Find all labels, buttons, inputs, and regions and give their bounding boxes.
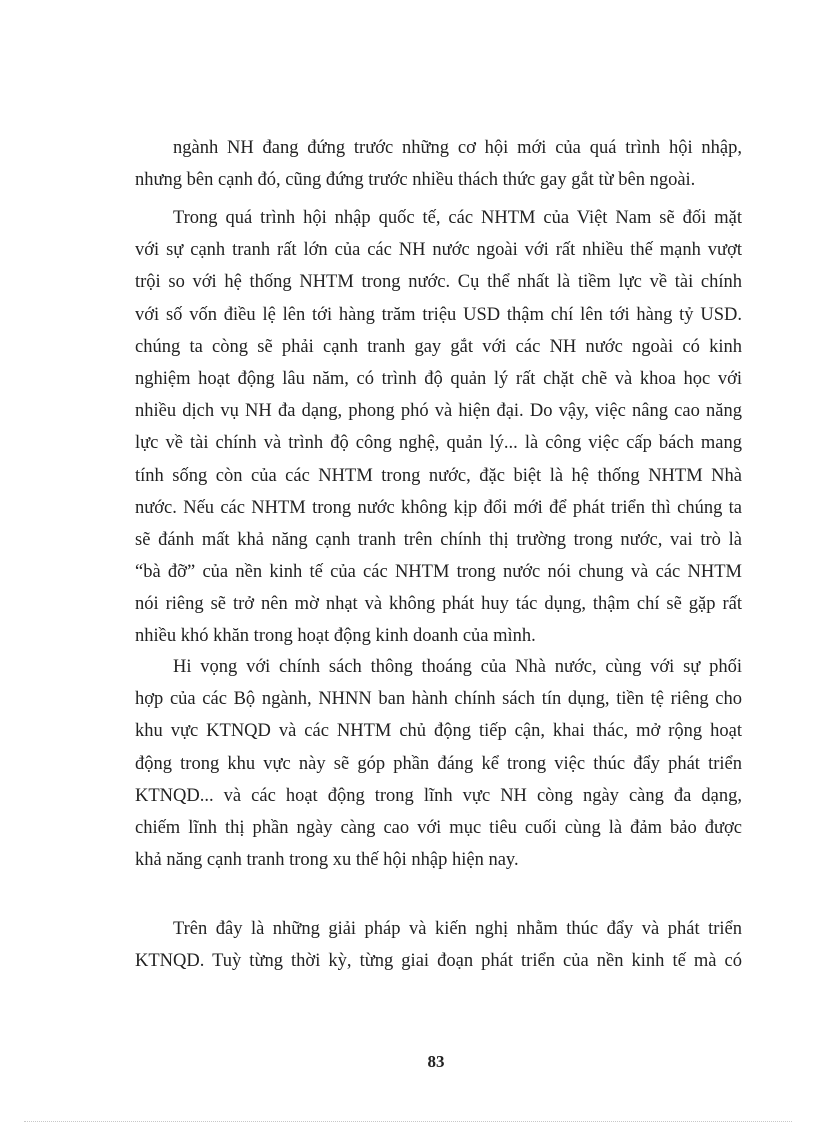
text-line: nói riêng sẽ trở nên mờ nhạt và không phát huy tác dụng, thậm chí sẽ gặp rất [135, 594, 742, 615]
text-line: với số vốn điều lệ lên tới hàng trăm triệu USD thậm chí lên tới hàng tỷ USD. [135, 304, 742, 325]
text-line: khả năng cạnh tranh trong xu thế hội nhập hiện nay. [135, 850, 519, 871]
paragraph-continuation [135, 132, 742, 196]
text-line: Trên đây là những giải pháp và kiến nghị nhằm thúc đẩy và phát triển [173, 919, 742, 939]
text-line: Hi vọng với chính sách thông thoáng của Nhà nước, cùng với sự phối [173, 657, 742, 677]
page-number: 83 [427, 1052, 445, 1071]
paragraph-international-integration [135, 202, 742, 653]
text-line: nhưng bên cạnh đó, cũng đứng trước nhiều thách thức gay gắt từ bên ngoài. [135, 170, 696, 191]
text-line: tính sống còn của các NHTM trong nước, đặc biệt là hệ thống NHTM Nhà [135, 465, 742, 486]
text-line: chúng ta còng sẽ phải cạnh tranh gay gắt với các NH nước ngoài có kinh [135, 336, 742, 357]
footer-divider [24, 1121, 792, 1122]
text-line: khu vực KTNQD và các NHTM chủ động tiếp cận, khai thác, mở rộng hoạt [135, 721, 742, 742]
text-line: lực về tài chính và trình độ công nghệ, quản lý... là công việc cấp bách mang [135, 433, 742, 454]
text-line: động trong khu vực này sẽ góp phần đáng kể trong việc thúc đẩy phát triển [135, 753, 742, 774]
text-line: chiếm lĩnh thị phần ngày càng cao với mục tiêu cuối cùng là đảm bảo được [135, 817, 742, 838]
text-line: trội so với hệ thống NHTM trong nước. Cụ thể nhất là tiềm lực về tài chính [135, 272, 742, 293]
text-line: sẽ đánh mất khả năng cạnh tranh trên chính thị trường trong nước, vai trò là [135, 529, 742, 550]
text-line: nước. Nếu các NHTM trong nước không kịp đổi mới để phát triển thì chúng ta [135, 497, 742, 518]
text-line: nhiều dịch vụ NH đa dạng, phong phó và hiện đại. Do vậy, việc nâng cao năng [135, 401, 742, 422]
text-line: “bà đỡ” của nền kinh tế của các NHTM trong nước nói chung và các NHTM [135, 562, 742, 583]
text-line: nghiệm hoạt động lâu năm, có trình độ quản lý rất chặt chẽ và khoa học với [135, 368, 742, 389]
text-line: KTNQD... và các hoạt động trong lĩnh vực NH còng ngày càng đa dạng, [135, 785, 742, 806]
text-line: KTNQD. Tuỳ từng thời kỳ, từng giai đoạn phát triển của nền kinh tế mà có [135, 951, 742, 972]
text-line: với sự cạnh tranh rất lớn của các NH nước ngoài với rất nhiều thế mạnh vượt [135, 240, 742, 261]
paragraph-policy-hope [135, 651, 742, 876]
text-line: ngành NH đang đứng trước những cơ hội mới của quá trình hội nhập, [173, 138, 742, 158]
text-line: Trong quá trình hội nhập quốc tế, các NHTM của Việt Nam sẽ đối mặt [173, 208, 742, 228]
text-line: nhiều khó khăn trong hoạt động kinh doanh của mình. [135, 626, 536, 647]
paragraph-conclusion [135, 913, 742, 977]
text-line: hợp của các Bộ ngành, NHNN ban hành chính sách tín dụng, tiền tệ riêng cho [135, 689, 742, 710]
